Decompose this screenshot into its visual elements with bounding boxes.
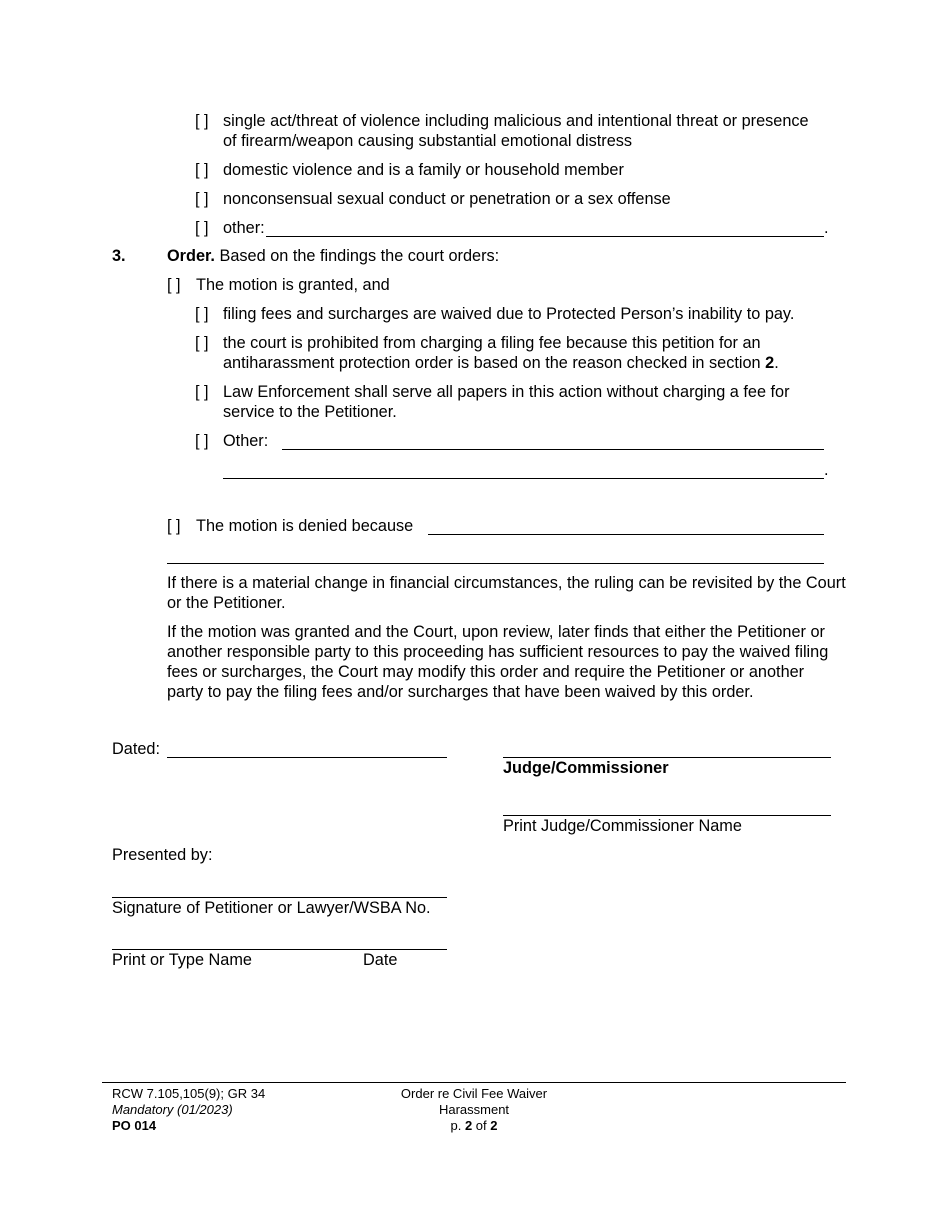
section-number: 3.: [112, 247, 126, 265]
option-single-act-line2: of firearm/weapon causing substantial emotional distress: [223, 132, 633, 150]
option-other-label: other:: [223, 219, 265, 237]
denied-reason-field-2[interactable]: [167, 563, 824, 564]
court-prohibited-line1: the court is prohibited from charging a filing fee because this petition for an: [223, 334, 761, 352]
footer-title-line2: Harassment: [438, 1102, 510, 1117]
page-of: of: [472, 1118, 491, 1133]
page-total: 2: [490, 1118, 498, 1133]
footer-page-number: [374, 1118, 574, 1134]
checkbox-court-prohibited[interactable]: [ ]: [195, 334, 209, 352]
granted-label: The motion is granted, and: [196, 276, 390, 294]
modify-order-paragraph: If the motion was granted and the Court, upon review, later finds that either the Petitioner or another responsible party to this proceeding has sufficient resources to pay the waived filing fees or surcharges, the Court may modify this order and require the Petitioner or another party to pay the filing fees and/or surcharges that have been waived by this order.: [167, 623, 829, 701]
checkbox-other-finding[interactable]: [ ]: [195, 219, 209, 237]
checkbox-granted[interactable]: [ ]: [167, 276, 181, 294]
footer-divider: [102, 1082, 846, 1083]
date-label: Date: [363, 951, 398, 969]
petitioner-signature-label: Signature of Petitioner or Lawyer/WSBA No.: [112, 899, 431, 917]
order-heading-line: [167, 246, 499, 266]
checkbox-sexual-conduct[interactable]: [ ]: [195, 190, 209, 208]
dated-label: Dated:: [112, 740, 160, 758]
page-current: 2: [464, 1118, 473, 1133]
checkbox-other-order[interactable]: [ ]: [195, 432, 209, 450]
checkbox-single-act[interactable]: [ ]: [195, 112, 209, 130]
period: .: [774, 354, 779, 372]
checkbox-law-enforcement[interactable]: [ ]: [195, 383, 209, 401]
denied-label: The motion is denied because: [196, 517, 414, 535]
period: .: [824, 219, 829, 237]
order-heading: Order.: [167, 247, 215, 265]
denied-reason-field-1[interactable]: [428, 534, 824, 535]
checkbox-domestic-violence[interactable]: [ ]: [195, 161, 209, 179]
presented-by-label: Presented by:: [112, 846, 213, 864]
footer-form-id: PO 014: [112, 1118, 157, 1133]
other-order-field-1[interactable]: [282, 449, 824, 450]
print-judge-label: Print Judge/Commissioner Name: [503, 817, 742, 835]
court-prohibited-line2-text: antiharassment protection order is based on the reason checked in section: [223, 354, 766, 372]
footer-title-line1: Order re Civil Fee Waiver: [400, 1086, 548, 1101]
other-order-label: Other:: [223, 432, 269, 450]
option-single-act-line1: single act/threat of violence including malicious and intentional threat or presence: [223, 112, 809, 130]
dated-field[interactable]: [167, 757, 447, 758]
option-domestic-violence: domestic violence and is a family or household member: [223, 161, 624, 179]
page-prefix: p.: [450, 1118, 465, 1133]
footer-mandatory: Mandatory (01/2023): [112, 1102, 233, 1117]
section-ref: 2: [765, 354, 775, 372]
revisit-paragraph: If there is a material change in financial circumstances, the ruling can be revisited by the Court or the Petitioner.: [167, 574, 846, 612]
period: .: [824, 461, 829, 479]
law-enforcement-line1: Law Enforcement shall serve all papers in this action without charging a fee for: [223, 383, 790, 401]
other-finding-field[interactable]: [266, 236, 824, 237]
option-sexual-conduct: nonconsensual sexual conduct or penetration or a sex offense: [223, 190, 671, 208]
other-order-field-2[interactable]: [223, 478, 824, 479]
footer-rcw: RCW 7.105,105(9); GR 34: [112, 1086, 266, 1101]
checkbox-fees-waived[interactable]: [ ]: [195, 305, 209, 323]
order-intro: Based on the findings the court orders:: [219, 247, 500, 265]
judge-label: Judge/Commissioner: [503, 759, 669, 777]
print-name-label: Print or Type Name: [112, 951, 252, 969]
fees-waived-text: filing fees and surcharges are waived due to Protected Person’s inability to pay.: [223, 305, 795, 323]
checkbox-denied[interactable]: [ ]: [167, 517, 181, 535]
court-prohibited-line2: [223, 353, 779, 373]
law-enforcement-line2: service to the Petitioner.: [223, 403, 397, 421]
